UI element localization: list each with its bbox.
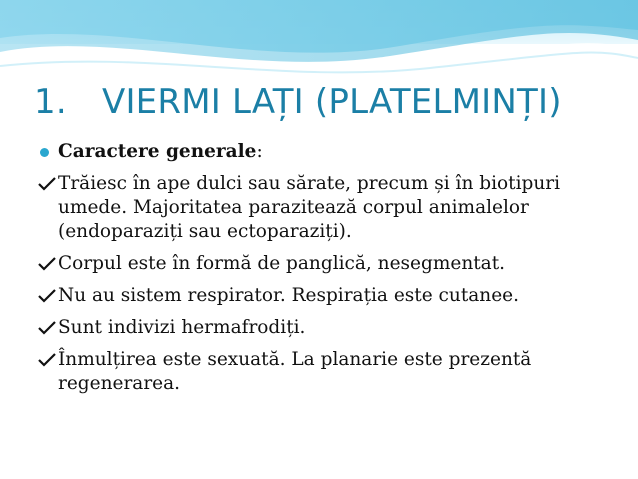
check-mark-icon [38, 321, 56, 335]
list-item-text: Corpul este în formă de panglică, nesegmentat. [58, 253, 506, 274]
slide-title [34, 80, 634, 124]
check-mark-icon [38, 353, 56, 367]
title-text: VIERMI LAȚI (PLATELMINȚI) [102, 82, 562, 122]
check-mark-icon [38, 177, 56, 191]
list-item [38, 252, 598, 276]
list-item-text: Înmulțirea este sexuată. La planarie este prezentă regenerarea. [58, 349, 532, 394]
feature-list [38, 172, 598, 396]
title-number: 1. [34, 82, 67, 122]
list-item [38, 348, 598, 396]
list-item-text: Sunt indivizi hermafrodiți. [58, 317, 306, 338]
check-mark-icon [38, 289, 56, 303]
list-item [38, 284, 598, 308]
list-item [38, 172, 598, 244]
dot-bullet-icon [40, 148, 49, 157]
wave-header-decoration [0, 0, 638, 80]
wave-mid [0, 0, 638, 62]
list-item-text: Nu au sistem respirator. Respirația este cutanee. [58, 285, 519, 306]
slide-content [38, 140, 598, 404]
check-mark-icon [38, 257, 56, 271]
section-heading [38, 140, 598, 164]
section-heading-suffix: : [256, 141, 263, 162]
section-heading-label: Caractere generale [58, 141, 257, 162]
list-item [38, 316, 598, 340]
list-item-text: Trăiesc în ape dulci sau sărate, precum și în biotipuri umede. Majoritatea parazitează corpul animalelor (endoparaziți sau ectoparaziți). [58, 173, 561, 242]
